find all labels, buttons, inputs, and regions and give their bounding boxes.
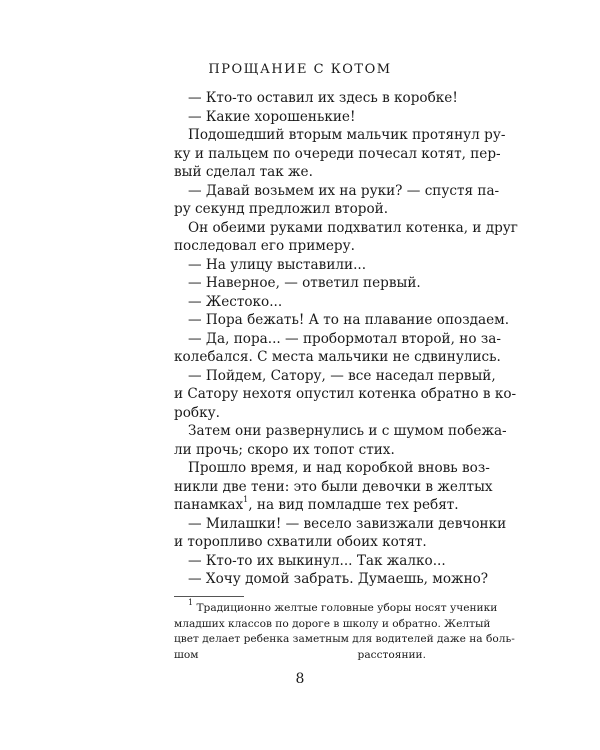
text-segment: панамках: [174, 497, 244, 513]
text-line: последовал его примеру.: [174, 238, 355, 254]
text-line: колебался. С места мальчики не сдвинулись.: [174, 349, 501, 365]
body-text: [174, 89, 518, 589]
footnote-line: шом расстоянии.: [174, 648, 426, 661]
text-line: — Пора бежать! А то на плавание опоздаем.: [188, 312, 510, 328]
text-line: ру секунд предложил второй.: [174, 201, 389, 217]
text-line: вый сделал так же.: [174, 164, 313, 180]
footnote-marker: 1: [243, 495, 249, 505]
text-line: ли прочь; скоро их топот стих.: [174, 441, 395, 458]
footnote-text: Традиционно желтые головные уборы носят ученики: [196, 602, 498, 614]
text-line: — Кто-то их выкинул... Так жалко...: [188, 552, 446, 569]
text-line: Затем они развернулись и с шумом побежа-: [188, 423, 507, 439]
page-number: 8: [295, 671, 305, 687]
text-line: Подошедший вторым мальчик протянул ру-: [188, 127, 506, 143]
text-line: — Наверное, — ответил первый.: [188, 275, 421, 291]
footnote: [174, 598, 515, 663]
text-line: и Сатору нехотя опустил котенка обратно в ко-: [174, 386, 517, 402]
text-line: и торопливо схватили обоих котят.: [174, 534, 427, 550]
text-line: Прошло время, и над коробкой вновь воз-: [188, 460, 490, 476]
text-line: — Хочу домой забрать. Думаешь, можно?: [188, 571, 489, 587]
footnote-line: младших классов по дороге в школу и обратно. Желтый: [174, 617, 491, 630]
text-line: — Да, пора... — пробормотал второй, но за-: [188, 330, 501, 347]
footnote-number: 1: [188, 598, 194, 608]
text-line: — На улицу выставили...: [188, 256, 367, 273]
text-line: ку и пальцем по очереди почесал котят, пер-: [174, 145, 501, 162]
text-line: — Давай возьмем их на руки? — спустя па-: [188, 182, 500, 199]
text-line: — Пойдем, Сатору, — все наседал первый,: [188, 367, 496, 384]
footnote-line: цвет делает ребенка заметным для водителей даже на боль-: [174, 633, 515, 646]
text-line: — Кто-то оставил их здесь в коробке!: [188, 90, 458, 106]
text-line-with-footnote: [174, 495, 459, 515]
text-line: Он обеими руками подхватил котенка, и друг: [188, 219, 518, 236]
text-line: — Какие хорошенькие!: [188, 108, 356, 125]
text-line: робку.: [174, 404, 220, 421]
running-head: ПРОЩАНИЕ С КОТОМ: [208, 62, 392, 77]
text-line: — Жестоко...: [188, 293, 283, 310]
text-segment: , на вид помладше тех ребят.: [248, 497, 459, 513]
footnote-line: [174, 598, 498, 617]
text-line: — Милашки! — весело завизжали девчонки: [188, 515, 507, 532]
footnote-divider: [174, 596, 244, 597]
text-line: никли две тени: это были девочки в желтых: [174, 478, 493, 495]
